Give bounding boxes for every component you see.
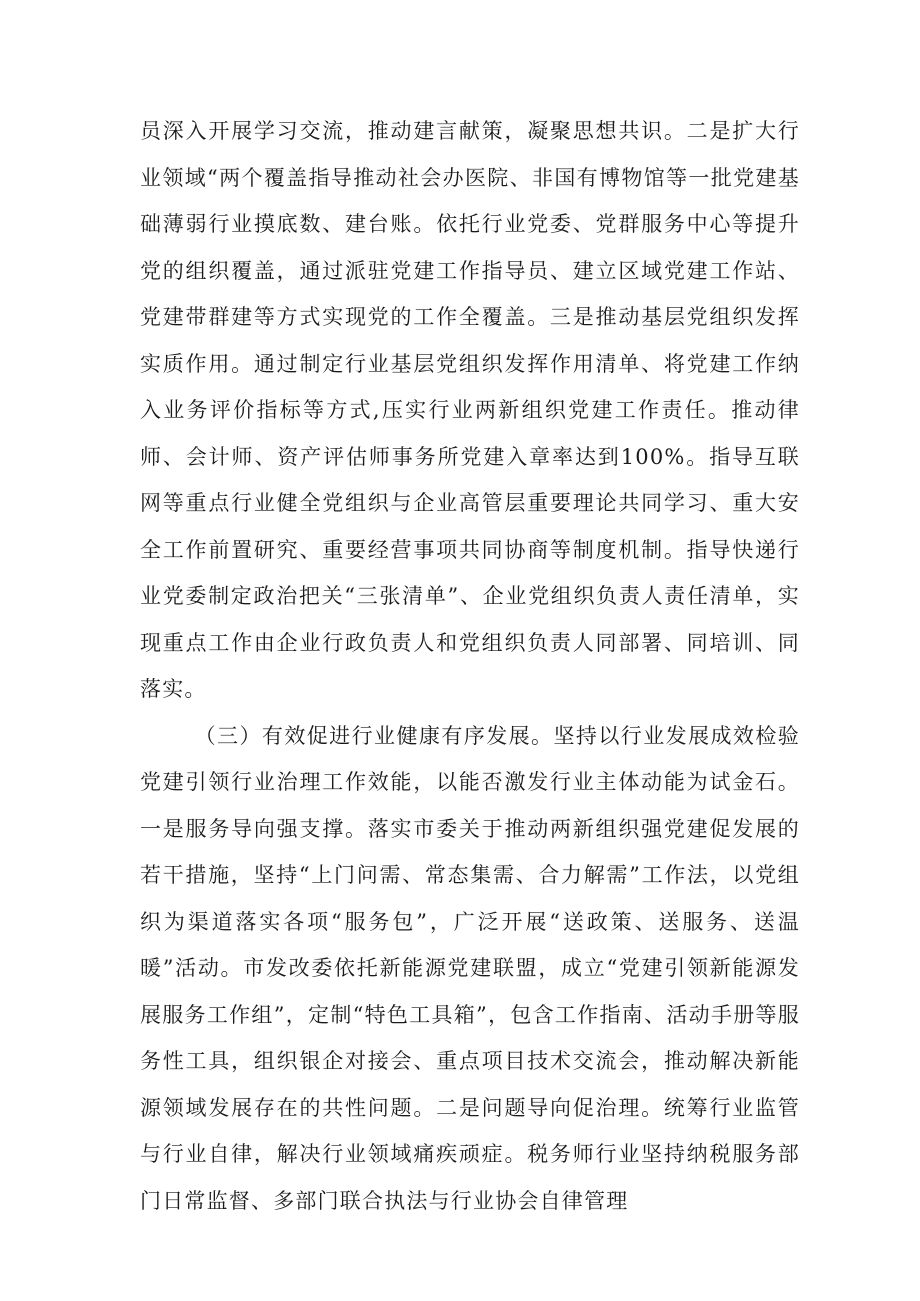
paragraph-2: （三）有效促进行业健康有序发展。坚持以行业发展成效检验党建引领行业治理工作效能，以能否激发行业主体动能为试金石。一是服务导向强支撑。落实市委关于推动两新组织强党建促发展的若干措施，坚持“上门问需、常态集需、合力解需”工作法，以党组织为渠道落实各项“服务包”，广泛开展“送政策、送服务、送温暖”活动。市发改委依托新能源党建联盟，成立“党建引领新能源发展服务工作组”，定制“特色工具箱”，包含工作指南、活动手册等服务性工具，组织银企对接会、重点项目技术交流会，推动解决新能源领域发展存在的共性问题。二是问题导向促治理。统筹行业监管与行业自律，解决行业领域痛疾顽症。税务师行业坚持纳税服务部门日常监督、多部门联合执法与行业协会自律管理 [140,723,800,1213]
document-body [140,108,800,1224]
paragraph-1: 员深入开展学习交流，推动建言献策，凝聚思想共识。二是扩大行业领域“两个覆盖指导推动社会办医院、非国有博物馆等一批党建基础薄弱行业摸底数、建台账。依托行业党委、党群服务中心等提升党的组织覆盖，通过派驻党建工作指导员、建立区域党建工作站、党建带群建等方式实现党的工作全覆盖。三是推动基层党组织发挥实质作用。通过制定行业基层党组织发挥作用清单、将党建工作纳入业务评价指标等方式,压实行业两新组织党建工作责任。推动律师、会计师、资产评估师事务所党建入章率达到100%。指导互联网等重点行业健全党组织与企业高管层重要理论共同学习、重大安全工作前置研究、重要经营事项共同协商等制度机制。指导快递行业党委制定政治把关“三张清单”、企业党组织负责人责任清单，实现重点工作由企业行政负责人和党组织负责人同部署、同培训、同落实。 [140,119,800,701]
